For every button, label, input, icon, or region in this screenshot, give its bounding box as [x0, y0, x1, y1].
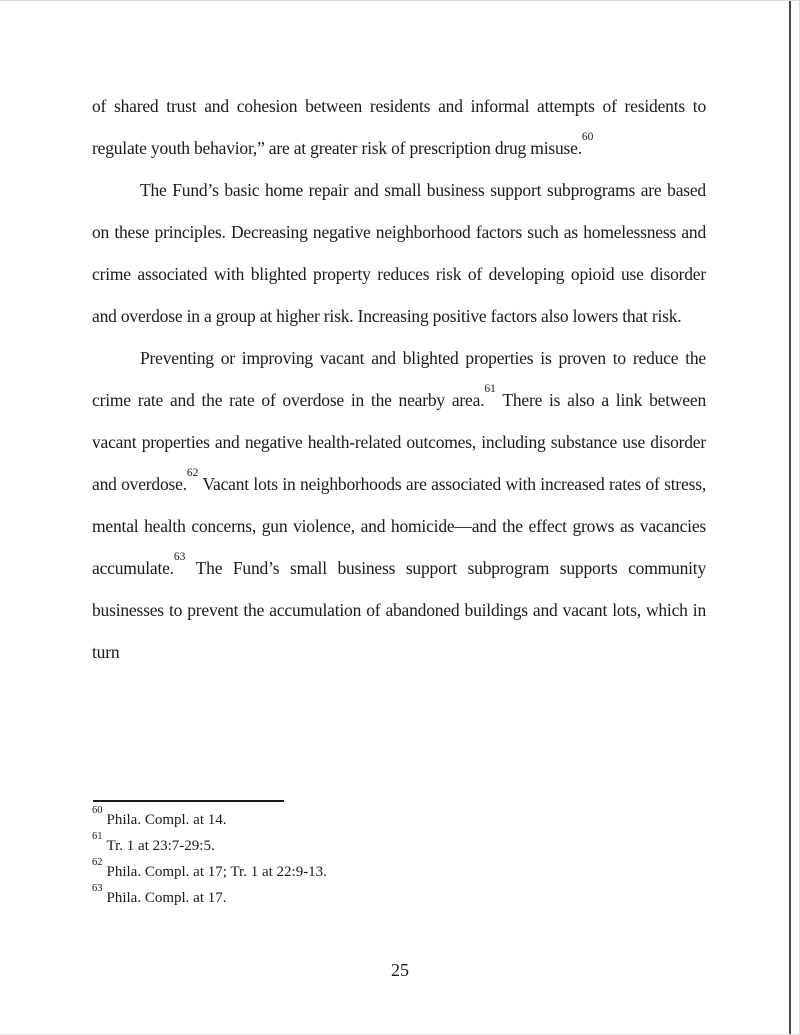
paragraph	[92, 169, 706, 337]
paragraph-text: There is also a link between vacant properties and negative health-related outcomes, including substance use disorder and overdose.	[92, 390, 706, 494]
footnotes-section	[92, 807, 722, 911]
footnote-ref-61: 61	[484, 383, 496, 396]
paragraph-continuation	[92, 85, 706, 169]
footnote-ref-62: 62	[186, 467, 199, 480]
footnote-ref-60: 60	[581, 131, 594, 144]
footnote-marker: 63	[92, 883, 103, 894]
footnote-separator	[93, 800, 284, 802]
body-text	[92, 85, 706, 673]
paragraph-text: Vacant lots in neighborhoods are associated with increased rates of stress, mental health concerns, gun violence, and homicide—and the effect grows as vacancies accumulate.	[92, 474, 707, 578]
footnote-61	[92, 833, 722, 859]
footnote-marker: 62	[92, 857, 103, 868]
footnote-62	[92, 859, 722, 885]
paragraph-text: The Fund’s basic home repair and small business support subprograms are based on these principles. Decreasing negative neighborhood factors such as homelessness and crime associated with blighted property reduces risk of developing opioid use disorder and overdose in a group at higher risk. Increasing positive factors also lowers that risk.	[92, 180, 706, 326]
paragraph-text: of shared trust and cohesion between residents and informal attempts of residents to regulate youth behavior,” are at greater risk of prescription drug misuse.	[92, 96, 706, 158]
footnote-marker: 60	[92, 805, 103, 816]
page-number: 25	[391, 960, 409, 980]
footnote-60	[92, 807, 722, 833]
footnote-text: Phila. Compl. at 14.	[106, 812, 227, 828]
footnote-text: Phila. Compl. at 17.	[106, 890, 227, 906]
footnote-text: Phila. Compl. at 17; Tr. 1 at 22:9-13.	[106, 864, 327, 880]
footnote-63	[92, 885, 722, 911]
scan-edge-line	[789, 1, 791, 1035]
footnote-marker: 61	[92, 831, 103, 842]
paragraph-text: The Fund’s small business support subprogram supports community businesses to prevent the accumulation of abandoned buildings and vacant lots, which in turn	[92, 558, 706, 662]
footnote-ref-63: 63	[173, 551, 186, 564]
paragraph-text: Preventing or improving vacant and blighted properties is proven to reduce the crime rate and the rate of overdose in the nearby area.	[92, 348, 706, 410]
footnote-text: Tr. 1 at 23:7-29:5.	[106, 838, 215, 854]
paragraph	[92, 337, 706, 673]
